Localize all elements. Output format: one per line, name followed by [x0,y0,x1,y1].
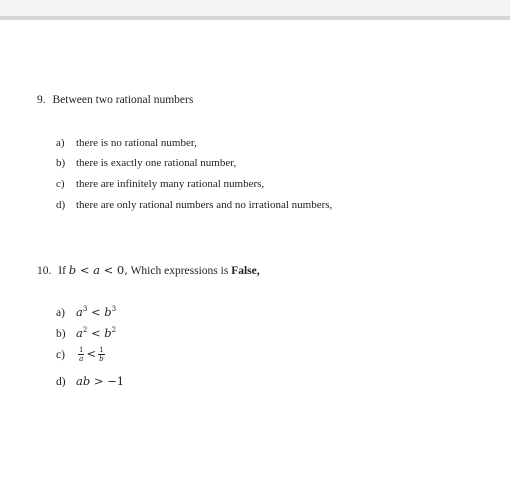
option-label: b) [56,157,66,169]
option-9c [56,178,264,190]
option-text: there is no rational number, [76,137,197,149]
question-9 [37,94,193,106]
option-10a: a) $a^3 < b^3$ [56,305,117,319]
option-9b [56,157,236,169]
question-10 [37,263,260,277]
question-number: 9. [37,94,46,106]
question-text: Between two rational numbers [52,94,194,106]
option-9d [56,199,332,211]
option-label: d) [56,376,66,388]
option-label: c) [56,178,65,190]
option-label: b) [56,328,66,340]
option-label: d) [56,199,66,211]
option-label: c) [56,348,65,361]
question-number: 10. [37,265,52,277]
top-bar [0,0,510,20]
option-text: there are only rational numbers and no irrational numbers, [76,199,333,211]
fraction: $\frac{1}{a}$ [79,346,84,363]
question-text: Which expressions is [127,265,232,277]
option-label: a) [56,307,65,319]
question-prefix: If [58,265,66,277]
option-text: there are infinitely many rational numbers, [76,178,265,190]
option-10b: b) $a^2 < b^2$ [56,326,117,340]
option-9a [56,137,197,149]
condition: b < a < 0, [68,263,128,277]
option-10c: c) $\frac{1}{a}$ < $\frac{1}{b}$ [56,346,104,363]
emphasis-false: False, [231,265,260,277]
option-label: a) [56,137,65,149]
option-text: there is exactly one rational number, [76,157,237,169]
option-10d: d) ab > −1 [56,374,125,388]
fraction: $\frac{1}{b}$ [99,346,104,363]
